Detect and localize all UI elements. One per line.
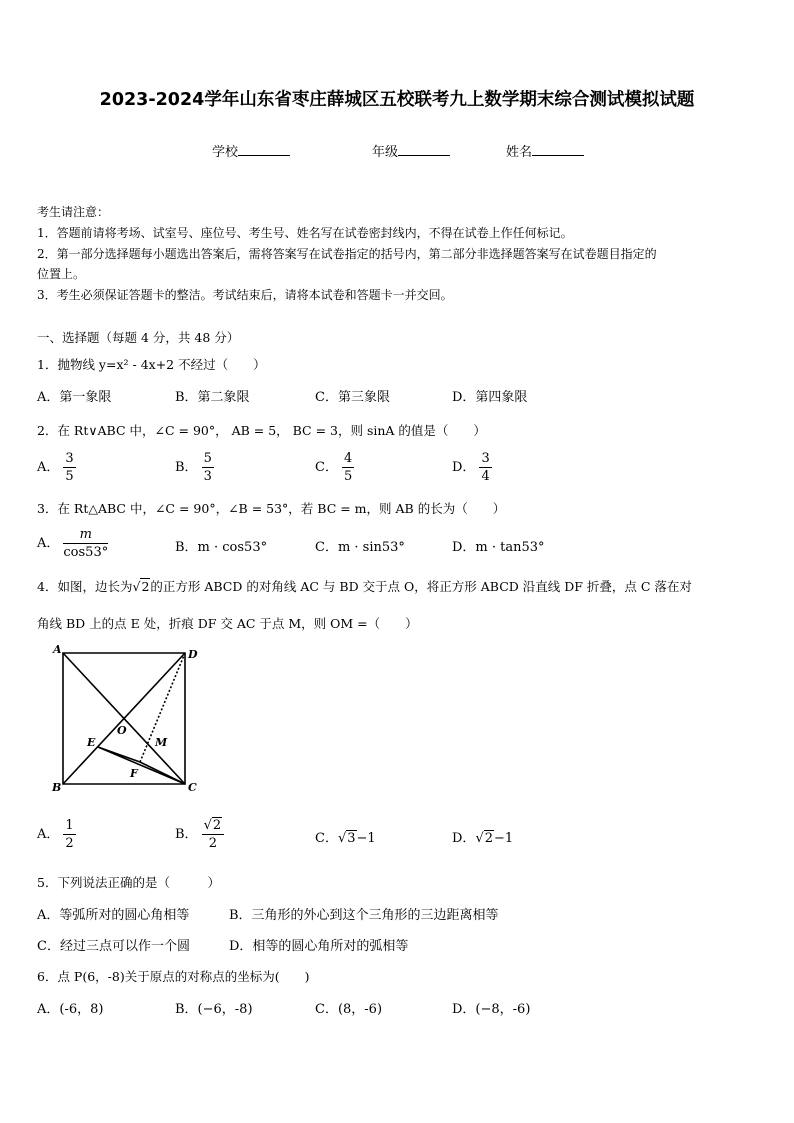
q2-stem: 2．在 Rt∨ABC 中，∠C = 90°， AB = 5， BC = 3，则 sinA 的值是（ ） [37,423,486,438]
q5-stem: 5．下列说法正确的是（ ） [37,875,220,890]
section-heading: 一、选择题（每题 4 分，共 48 分） [37,330,240,345]
q4-stem-line2: 角线 BD 上的点 E 处，折痕 DF 交 AC 于点 M，则 OM =（ ） [37,616,418,631]
q1-option-a[interactable]: A．第一象限 [37,390,112,405]
label-d: D [188,648,198,661]
school-field[interactable] [212,141,290,160]
q3-option-d[interactable]: D．m · tan53° [452,540,545,555]
q6-option-d[interactable]: D．(−8，-6) [452,1002,531,1017]
label-f: F [130,767,138,780]
page-title: 2023-2024学年山东省枣庄薛城区五校联考九上数学期末综合测试模拟试题 [99,90,695,110]
q3-option-c[interactable]: C．m · sin53° [315,540,405,555]
notice-item-1: 1．答题前请将考场、试室号、座位号、考生号、姓名写在试卷密封线内，不得在试卷上作任何标记。 [37,226,573,240]
q4-option-b[interactable]: B． $\frac{√2}{2}$ [175,817,224,852]
q1-option-b[interactable]: B．第二象限 [175,390,250,405]
q4-option-c[interactable]: C．√3−1 [315,831,376,846]
label-o: O [117,724,127,737]
q2-option-d[interactable]: D． $\frac{3}{4}$ [452,451,490,484]
q1-stem: 1．抛物线 y=x² - 4x+2 不经过（ ） [37,357,266,372]
label-c: C [188,781,197,794]
q5-option-a[interactable]: A．等弧所对的圆心角相等 [37,908,190,923]
q5-option-b[interactable]: B．三角形的外心到这个三角形的三边距离相等 [229,908,499,923]
q2-option-b[interactable]: B． $\frac{5}{3}$ [175,451,212,484]
label-e: E [87,736,96,749]
q6-stem: 6．点 P(6，-8)关于原点的对称点的坐标为( ) [37,969,310,984]
notice-heading: 考生请注意： [37,205,110,219]
q6-option-c[interactable]: C．(8，-6) [315,1002,383,1017]
q2-option-c[interactable]: C． $\frac{4}{5}$ [315,451,353,484]
name-label: 姓名 [506,145,533,160]
notice-item-3: 3．考生必须保证答题卡的整洁。考试结束后，请将本试卷和答题卡一并交回。 [37,288,453,302]
q3-stem: 3．在 Rt△ABC 中，∠C = 90°，∠B = 53°，若 BC = m，则 AB 的长为（ ） [37,501,506,516]
q5-option-d[interactable]: D．相等的圆心角所对的弧相等 [229,939,409,954]
q3-option-a[interactable]: A． $\frac{m}{\cos 53^\circ}$ [37,527,109,560]
q2-option-a[interactable]: A． $\frac{3}{5}$ [37,451,74,484]
grade-label: 年级 [372,145,399,160]
label-b: B [52,781,62,794]
label-m: M [155,736,168,749]
notice-item-2-cont: 位置上。 [37,267,86,281]
q4-option-d[interactable]: D．√2−1 [452,831,514,846]
q1-option-d[interactable]: D．第四象限 [452,390,528,405]
q4-option-a[interactable]: A． $\frac{1}{2}$ [37,818,74,851]
q1-option-c[interactable]: C．第三象限 [315,390,390,405]
school-label: 学校 [212,145,239,160]
q4-figure [48,644,208,796]
q5-option-c[interactable]: C．经过三点可以作一个圆 [37,939,190,954]
segment-ef [98,747,140,762]
notice-item-2: 2．第一部分选择题每小题选出答案后，需将答案写在试卷指定的括号内，第二部分非选择题答案写在试卷题目指定的 [37,247,657,261]
grade-field[interactable] [372,141,450,160]
q3-option-b[interactable]: B．m · cos53° [175,540,268,555]
q6-option-a[interactable]: A．(-6，8) [37,1002,104,1017]
segment-fc [140,762,185,784]
name-field[interactable] [506,141,584,160]
q6-option-b[interactable]: B．(−6，-8) [175,1002,253,1017]
q4-stem-line1: 4．如图，边长为√2的正方形 ABCD 的对角线 AC 与 BD 交于点 O，将正方形 ABCD 沿直线 DF 折叠，点 C 落在对 [37,579,692,594]
label-a: A [53,644,62,656]
